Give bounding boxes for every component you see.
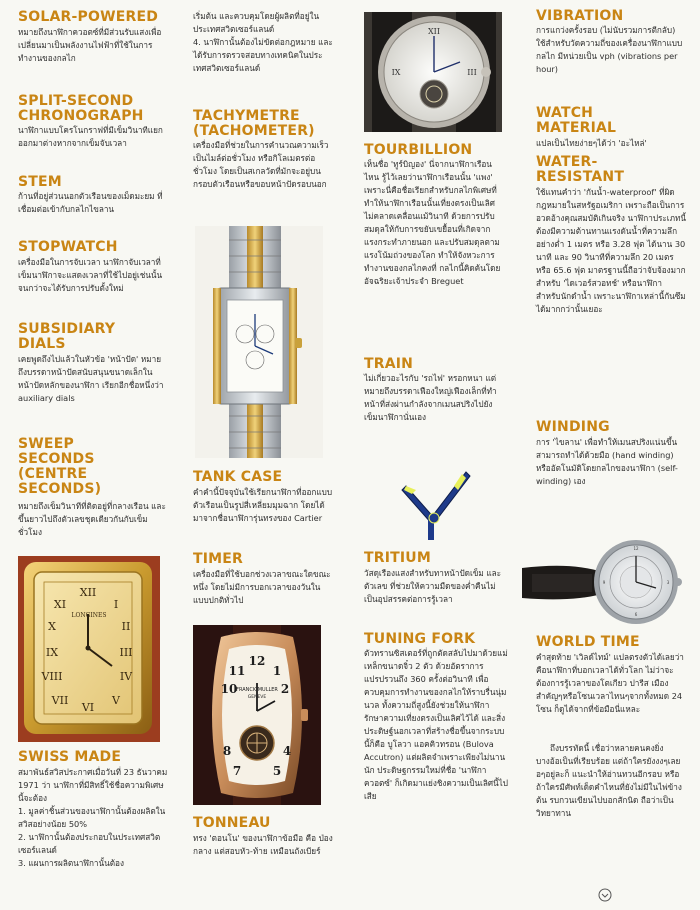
svg-text:V: V [112, 694, 120, 707]
column-2 [193, 0, 333, 910]
illustration-tritium-hands [394, 460, 474, 542]
svg-text:7: 7 [232, 764, 242, 778]
tonneau-watch-illustration [193, 625, 321, 805]
heading-vibration: VIBRATION [536, 8, 624, 24]
text-solar-powered: หมายถึงนาฬิกาควอตซ์ที่มีส่วนรับแสงเพื่อเปลี่ยนมาเป็นพลังงานไฟฟ้าที่ใช้ในการทำงานของกลไก [18, 27, 162, 63]
text-tachymetre: เครื่องมือที่ช่วยในการคำนวณความเร็วเป็นไมล์ต่อชั่วโมง หรือกิโลเมตรต่อชั่วโมง โดยเป็นสเกลวัดที่มักจะอยู่บนกรอบตัวเรือนหรือขอบหน้าปัดรอบนอก [193, 140, 329, 189]
photo-longines-watch [18, 556, 160, 742]
svg-text:X: X [48, 620, 56, 633]
heading-tuning-fork: TUNING FORK [364, 631, 476, 647]
text-swiss-made-continued [193, 10, 333, 75]
tritium-hands-icon [394, 460, 474, 542]
svg-text:4: 4 [282, 744, 292, 758]
text-tank-case: คำคำนี้ปัจจุบันใช้เรียกนาฬิกาที่ออกแบบตัวเรือนเป็นรูปสี่เหลี่ยมมุมฉาก โดยได้มาจากชื่อนาฬิการุ่นทรงของ Cartier [193, 487, 333, 523]
heading-tank-case: TANK CASE [193, 469, 283, 485]
swiss-made-item-2: 2. นาฬิกานั้นต้องประกอบในประเทศสวิตเซอร์แลนด์ [18, 832, 161, 855]
longines-watch-illustration [18, 556, 160, 742]
svg-text:1: 1 [272, 664, 282, 678]
heading-world-time: WORLD TIME [536, 634, 640, 650]
text-water-resistant: ใช้แทนคำว่า 'กันน้ำ-waterproof' ที่ผิดกฎหมายในสหรัฐอเมริกา เพราะถือเป็นการอวดอ้างคุณสมบัติเกินจริง นาฬิกาประเภทนี้ต้องมีความต้านทานแรงดันน้ำที่ความลึกอย่างต่ำ 1 เมตร หรือ 3.28 ฟุต ได้นาน 30 นาที และ 90 วินาทีที่ความลึก 20 เมตร หรือ 65.6 ฟุต มาตรฐานนี้ถือว่าจับจ้องมากสำหรับ 'ไดเวอร์สวอทช์' หรือนาฬิกาสำหรับนักดำน้ำ เพราะนาฬิกาเหล่านี้กันซึมได้มากกว่านั้นเยอะ [536, 187, 687, 314]
text-sweep-seconds: หมายถึงเข็มวินาทีที่ติดอยู่ที่กลางเรือน และขึ้นยาวไปถึงตัวเลขชุดเดียวกันกับเข็มชั่วโมง [18, 501, 166, 537]
photo-cartier-tank-watch [195, 226, 323, 458]
photo-world-time-watch [522, 532, 686, 628]
longines-brand-label: LONGINES [71, 612, 107, 619]
text-tonneau: ทรง 'ตอนโน' ของนาฬิกาข้อมือ คือ ป่องกลาง แต่สอบหัว-ท้าย เหมือนถังเบียร์ [193, 833, 333, 856]
svg-text:VII: VII [51, 694, 69, 707]
photo-franck-muller-watch [193, 625, 321, 805]
text-vibration: การแกว่งครั้งรอบ (ไม่นับรวมการตีกลับ) ใช้สำหรับวัดความถี่ของเครื่องนาฬิกาแบบกลไก มีหน่วยเป็น vph (vibrations per hour) [536, 25, 683, 74]
svg-text:VI: VI [81, 701, 95, 714]
column-1 [18, 0, 168, 910]
svg-text:VIII: VIII [41, 670, 63, 683]
heading-water-resistant: WATER- RESISTANT [536, 154, 625, 185]
svg-text:XII: XII [427, 27, 441, 36]
svg-text:III: III [119, 646, 133, 659]
text-swiss-made [18, 766, 168, 870]
text-stem: ก้านที่อยู่ส่วนนอกตัวเรือนของเม็ดมะยม ที่เชื่อมต่อเข้ากับกลไกไขลาน [18, 191, 163, 214]
svg-text:5: 5 [272, 764, 282, 778]
tank-watch-illustration [195, 226, 323, 458]
photo-tourbillion-watch [364, 12, 502, 132]
heading-solar-powered: SOLAR-POWERED [18, 9, 159, 25]
text-winding: การ 'ไขลาน' เพื่อทำให้เมนสปริงแน่นขึ้น สามารถทำได้ด้วยมือ (hand winding) หรืออัตโนมัติโดยกลไกของนาฬิกา (self-winding) เอง [536, 437, 678, 486]
tourbillion-watch-illustration [364, 12, 502, 132]
column-3 [364, 0, 514, 910]
heading-tourbillion: TOURBILLION [364, 142, 473, 158]
heading-train: TRAIN [364, 356, 414, 372]
text-split-second-chronograph: นาฬิกาแบบโครโนกราฟที่มีเข็มวินาทีแยกออกมาต่างหากจากเข็มจับเวลา [18, 125, 163, 148]
text-tritium: วัสดุเรืองแสงสำหรับทาหน้าปัดเข็ม และตัวเลข ที่ช่วยให้ความมืดของค่ำคืนไม่เป็นอุปสรรคต่อการรู้เวลา [364, 568, 502, 604]
svg-text:11: 11 [228, 664, 246, 678]
svg-text:IX: IX [391, 68, 401, 77]
svg-text:12: 12 [248, 654, 266, 668]
heading-split-second-chronograph: SPLIT-SECOND CHRONOGRAPH [18, 93, 144, 124]
svg-text:IV: IV [119, 670, 133, 683]
heading-tonneau: TONNEAU [193, 815, 271, 831]
svg-text:II: II [121, 620, 131, 633]
world-time-watch-illustration [522, 532, 686, 628]
heading-stopwatch: STOPWATCH [18, 239, 118, 255]
text-world-time: คำสุดท้าย 'เวิลด์ไทม์' แปลตรงตัวได้เลยว่าคือนาฬิกาที่บอกเวลาได้ทั่วโลก ไม่ว่าจะต้องการรู้เวลาของโตเกียว ปารีส เมืองสำคัญๆหรือโซนเวลาไหนๆจากทั้งหมด 24 โซน ก็ดูได้จากที่ข้อมือนี่แหละ [536, 652, 684, 714]
svg-text:2: 2 [280, 682, 290, 696]
swiss-made-intro: สมาพันธ์สวิสประกาศเมื่อวันที่ 23 ธันวาคม 1971 ว่า นาฬิกาที่มีสิทธิ์ใช้ชื่อความพิเศษนี้จะต้อง [18, 767, 168, 803]
chevron-down-icon [598, 887, 612, 901]
text-train: ไม่เกี่ยวอะไรกับ 'รถไฟ' หรอกหนา แต่หมายถึงบรรดาเฟืองใหญ่เฟืองเล็กที่ทำหน้าที่ส่งผ่านกำลังจากเมนสปริงไปยังเข็มนาฬิกานั่นเอง [364, 373, 497, 422]
column-4 [536, 0, 686, 910]
svg-text:3: 3 [666, 580, 670, 585]
text-timer: เครื่องมือที่ใช้บอกช่วงเวลาขณะใดขณะหนึ่ง โดยไม่มีการบอกเวลาของวันในแบบปกติทั่วไป [193, 569, 331, 605]
text-tuning-fork: ตัวทรานซิสเตอร์ที่ถูกตัดสลับไปมาด้วยแม่เหล็กขนาดจิ๋ว 2 ตัว ด้วยอัตราการแปรปรวนถึง 360 ครั้งต่อวินาที เพื่อควบคุมการทำงานของกลไกให้ราบรื่นนุ่มนวล ทั้งความถี่สูงนี้ยังช่วยให้นาฬิการักษาความเที่ยงตรงเป็นเลิศไว้ได้ และสิ่งประดิษฐ์นอกเวลาที่สร้างชื่อขึ้นจากระบบนี้ก็คือ บูโลวา แอคคิวทรอน (Bulova Accutron) แต่ผลิตจำเพราะเพียงไม่นานนัก ประดิษฐกรรมใหม่ที่ชื่อ 'นาฬิกาควอตซ์' ก็เกิดมาแย่งชิงความเป็นเลิศนี้ไปเสีย [364, 648, 508, 801]
svg-text:10: 10 [220, 682, 238, 696]
text-stopwatch: เครื่องมือในการจับเวลา นาฬิกาจับเวลาที่เข็มนาฬิกาจะแสดงเวลาที่ใช้ไปอยู่เช่นนั้นจนกว่าจะได้รับการปรับตั้งใหม่ [18, 257, 163, 293]
svg-text:8: 8 [222, 744, 232, 758]
heading-watch-material: WATCH MATERIAL [536, 105, 617, 136]
text-tourbillion: เห็นชื่อ 'ทูร์บิญอง' นี่จากนาฬิกาเรือนไหน รู้ไว้เลยว่านาฬิกาเรือนนั้น 'แพง' เพราะนี่คือชื่อเรียกสำหรับกลไกพิเศษที่ทำให้นาฬิกาเรือนนั้นเที่ยงตรงเป็นเลิศไม่คลาดเคลื่อนแม้วินาที ด้วยการปรับสมดุลให้กับการขยับเขยื้อนที่เกิดจากแรงกระทำภายนอก และปรับสมดุลตามแรงโน้มถ่วงของโลก ทำให้จังหวะการทำงานของกลไกคงที่ กลไกนี้คิดค้นโดยอัจฉริยะเจ้าประจำ Breguet [364, 159, 501, 286]
svg-text:XI: XI [53, 598, 67, 611]
swiss-made-item-4: 4. นาฬิกานั้นต้องไม่ขัดต่อกฎหมาย และได้รับการตรวจสอบทางเทคนิคในประเทศสวิตเซอร์แลนด์ [193, 37, 333, 73]
heading-stem: STEM [18, 174, 62, 190]
svg-text:12: 12 [633, 546, 639, 551]
svg-text:IX: IX [45, 646, 59, 659]
svg-text:III: III [467, 68, 477, 77]
svg-text:9: 9 [602, 580, 606, 585]
heading-sweep-seconds: SWEEP SECONDS (CENTRE SECONDS) [18, 436, 102, 497]
swiss-made-item-1: 1. มูลค่าชิ้นส่วนของนาฬิกานั้นต้องผลิตในสวิสอย่างน้อย 50% [18, 806, 166, 829]
heading-winding: WINDING [536, 419, 610, 435]
svg-text:XII: XII [79, 586, 97, 599]
heading-tritium: TRITIUM [364, 550, 431, 566]
swiss-made-cont-body: เริ่มต้น และควบคุมโดยผู้ผลิตที่อยู่ในประเทศสวิตเซอร์แลนด์ [193, 11, 320, 34]
svg-text:I: I [113, 598, 119, 611]
text-subsidiary-dials: เคยพูดถึงไปแล้วในหัวข้อ 'หน้าปัด' หมายถึงบรรดาหน้าปัดสนับสนุนขนาดเล็กในหน้าปัดหลักของนาฬิกา เรียกอีกชื่อหนึ่งว่า auxiliary dials [18, 354, 164, 403]
svg-text:6: 6 [634, 612, 638, 617]
swiss-made-item-3: 3. แผนการผลิตนาฬิกานั้นต้อง [18, 858, 124, 868]
heading-tachymetre: TACHYMETRE (TACHOMETER) [193, 108, 315, 139]
franck-city-label: GENEVE [247, 695, 267, 700]
heading-timer: TIMER [193, 551, 244, 567]
text-closing-note: ถึงบรรทัดนี้ เชื่อว่าหลายคนคงยิ่งบางอ้อเป็นที่เรียบร้อย แต่ถ้าใครยังงงๆเลยอๆอยู่ละก็ แนะนำให้อ่านทวนอีกรอบ หรือถ้าใครมีศัพท์เด็ดคำไหนที่ยังไม่มีในไพ่ข้างต้น รบกวนเขียนไปบอกสักนิด ถือว่าเป็นวิทยาทาน [536, 743, 682, 818]
franck-brand-label: FRANCK MULLER [236, 687, 278, 693]
heading-swiss-made: SWISS MADE [18, 749, 122, 765]
heading-subsidiary-dials: SUBSIDIARY DIALS [18, 321, 116, 352]
text-watch-material: แปลเป็นไทยง่ายๆได้ว่า 'อะไหล่' [536, 138, 647, 148]
